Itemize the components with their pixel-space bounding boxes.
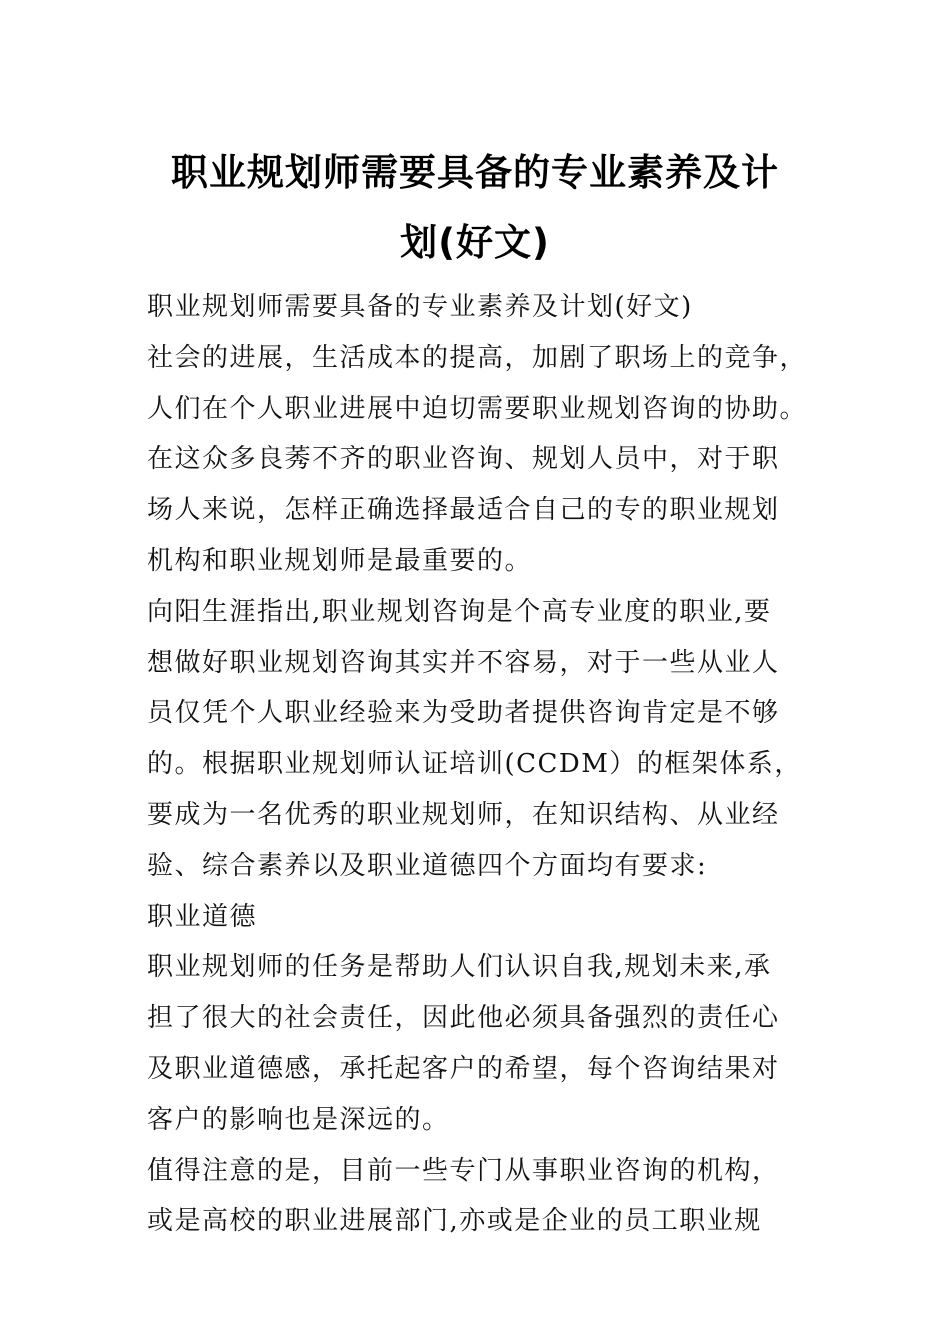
body-line: 人们在个人职业进展中迫切需要职业规划咨询的协助。 <box>147 393 808 424</box>
body-line: 职业规划师的任务是帮助人们认识自我,规划未来,承 <box>147 952 772 983</box>
document-body <box>147 282 827 1247</box>
body-line: 职业规划师需要具备的专业素养及计划(好文) <box>147 292 693 322</box>
body-line: 及职业道德感，承托起客户的希望，每个咨询结果对 <box>147 1053 780 1084</box>
body-line: 验、综合素养以及职业道德四个方面均有要求: <box>147 850 708 881</box>
section-heading: 职业道德 <box>147 901 258 932</box>
body-line: 员仅凭个人职业经验来为受助者提供咨询肯定是不够 <box>147 698 780 729</box>
body-line: 机构和职业规划师是最重要的。 <box>147 545 533 576</box>
body-line: 社会的进展，生活成本的提高，加剧了职场上的竞争， <box>147 342 808 373</box>
body-line: 向阳生涯指出,职业规划咨询是个高专业度的职业,要 <box>147 596 772 627</box>
body-line: 担了很大的社会责任，因此他必须具备强烈的责任心 <box>147 1003 780 1034</box>
body-line: 要成为一名优秀的职业规划师，在知识结构、从业经 <box>147 799 780 830</box>
document-title-line-1: 职业规划师需要具备的专业素养及计 <box>171 151 779 194</box>
body-line: 在这众多良莠不齐的职业咨询、规划人员中，对于职 <box>147 444 780 475</box>
body-line: 想做好职业规划咨询其实并不容易，对于一些从业人 <box>147 647 780 678</box>
document-title-line-2: 划(好文) <box>400 221 550 264</box>
body-line: 或是高校的职业进展部门,亦或是企业的员工职业规 <box>147 1206 762 1237</box>
body-line: 客户的影响也是深远的。 <box>147 1104 450 1135</box>
body-line: 值得注意的是，目前一些专门从事职业咨询的机构， <box>147 1155 780 1186</box>
body-line: 场人来说，怎样正确选择最适合自己的专的职业规划 <box>147 495 780 526</box>
body-line: 的。根据职业规划师认证培训(CCDM）的框架体系， <box>147 749 802 780</box>
